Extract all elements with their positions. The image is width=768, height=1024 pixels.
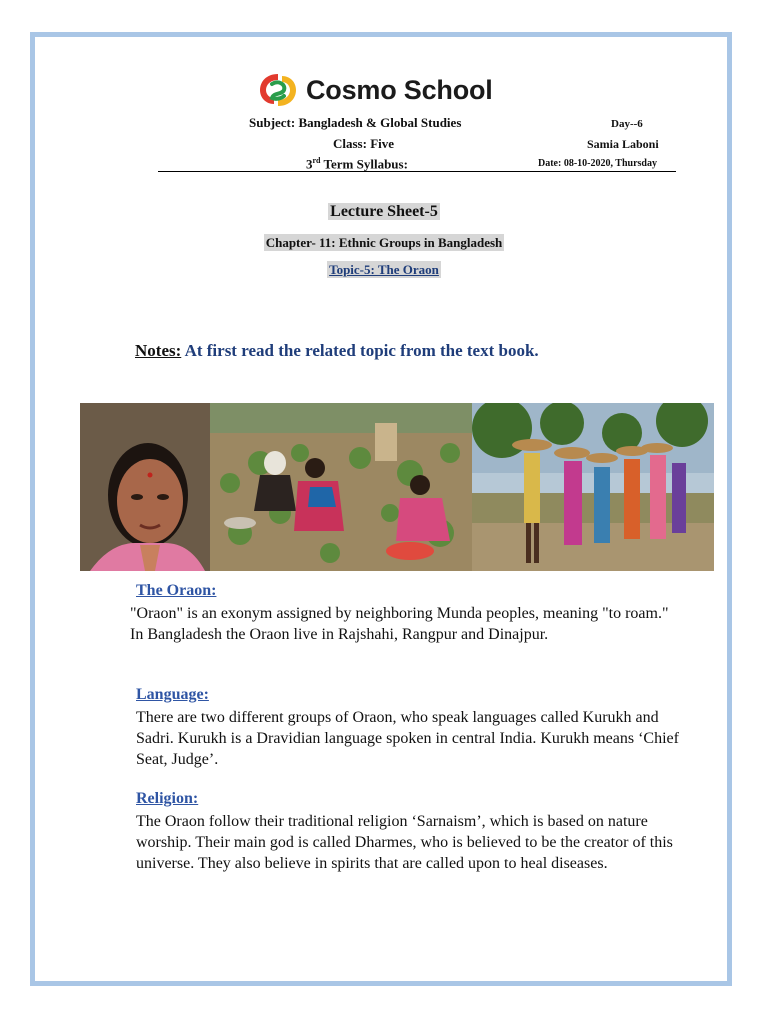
field-workers-photo xyxy=(210,403,472,571)
lecture-title xyxy=(0,203,768,221)
lecture-title-text: Lecture Sheet-5 xyxy=(330,203,438,220)
section-oraon-title: The Oraon: xyxy=(136,582,217,599)
school-name: Cosmo School xyxy=(306,74,493,105)
section-language-title: Language: xyxy=(136,686,209,703)
section-language-text: There are two different groups of Oraon, who speak languages called Kurukh and Sadri. Kurukh is a Dravidian language spoken in central India. Kurukh means ‘Chief Seat, Judge’. xyxy=(136,709,679,768)
section-religion-text: The Oraon follow their traditional religion ‘Sarnaism’, which is based on nature worship. Their main god is called Dharmes, who is believed to be the creator of this universe. They also believe in spirits that are called upon to heal diseases. xyxy=(136,813,673,872)
notes-label: Notes: xyxy=(135,341,182,360)
subject-line: Subject: Bangladesh & Global Studies xyxy=(249,115,462,130)
section-oraon-text: "Oraon" is an exonym assigned by neighboring Munda peoples, meaning "to roam." In Bangladesh the Oraon live in Rajshahi, Rangpur and Dinajpur. xyxy=(130,605,669,643)
cosmo-logo-icon xyxy=(256,70,300,110)
term-number: 3 xyxy=(306,156,313,172)
term-label: Term Syllabus: xyxy=(320,156,408,172)
date-label: Date: 08-10-2020, Thursday xyxy=(538,158,657,169)
chapter-title-text: Chapter- 11: Ethnic Groups in Bangladesh xyxy=(265,235,503,250)
day-label: Day--6 xyxy=(611,118,643,130)
teacher-name: Samia Laboni xyxy=(587,137,659,151)
section-religion-title: Religion: xyxy=(136,790,199,807)
portrait-photo xyxy=(80,403,210,571)
header-divider xyxy=(158,171,676,172)
notes-text: At first read the related topic from the text book. xyxy=(181,341,539,360)
school-logo xyxy=(256,70,493,110)
topic-title xyxy=(0,262,768,278)
women-carrying-baskets-photo xyxy=(472,403,714,571)
topic-title-text: Topic-5: The Oraon xyxy=(329,262,439,277)
class-line: Class: Five xyxy=(333,136,395,151)
photo-strip xyxy=(80,403,714,571)
term-line xyxy=(306,156,408,172)
chapter-title xyxy=(0,235,768,251)
term-ordinal: rd xyxy=(312,156,321,165)
notes-line xyxy=(135,341,539,361)
